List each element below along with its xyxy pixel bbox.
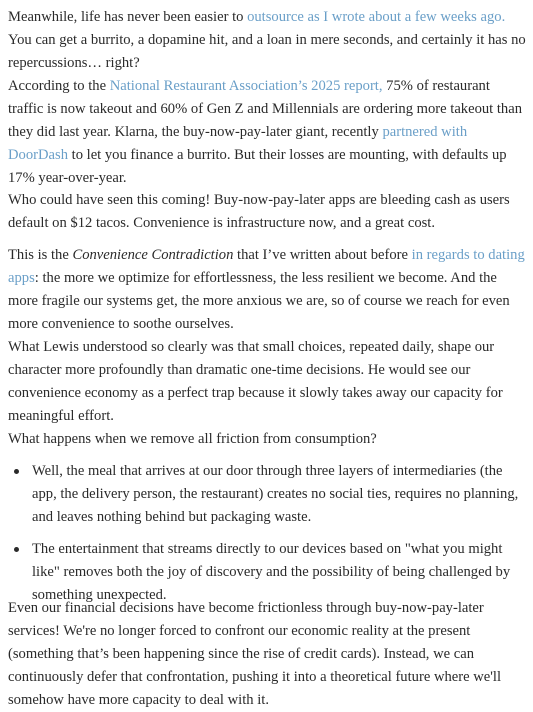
- paragraph-text: to let you finance a burrito. But their losses are mounting, with defaults up 17% year-over-year.: [8, 147, 507, 186]
- paragraph-text: that I’ve written about before: [233, 247, 412, 263]
- paragraph-text: Even our financial decisions have become frictionless through buy-now-pay-later services! We're no longer forced to confront our economic reality at the present (something that’s been happening since the rise of credit cards). Instead, we can continuously defer that confrontation, pushing it into a theoretical future where we'll somehow have more capacity to deal with it.: [8, 600, 501, 708]
- paragraph-lewis: [8, 336, 528, 428]
- link-outsource-article[interactable]: outsource as I wrote about a few weeks ago.: [247, 9, 506, 25]
- paragraph-convenience-contradiction: [8, 244, 528, 336]
- bullet-list: [8, 460, 528, 607]
- bullet-icon: [14, 547, 19, 552]
- paragraph-bnpl-losses: [8, 189, 528, 235]
- paragraph-text: What Lewis understood so clearly was that small choices, repeated daily, shape our character more profoundly than dramatic one-time decisions. He would see our convenience economy as a perfect trap because it slowly takes away our capacity for meaningful effort.: [8, 339, 503, 424]
- paragraph-text: You can get a burrito, a dopamine hit, and a loan in mere seconds, and certainly it has no repercussions… right?: [8, 32, 526, 71]
- paragraph-text: : the more we optimize for effortlessness, the less resilient we become. And the more fragile our systems get, the more anxious we are, so of course we reach for even more convenience to soothe ourselves.: [8, 270, 510, 332]
- paragraph-text: 75% of restaurant traffic is now takeout and 60% of Gen Z and Millennials are ordering more takeout than they did last year. Klarna, the buy-now-pay-later giant, recently: [8, 78, 523, 140]
- link-dating-apps[interactable]: in regards to dating apps: [8, 247, 525, 286]
- paragraph-text: This is the: [8, 247, 73, 263]
- paragraph-financial-decisions: [8, 597, 528, 712]
- link-klarna-doordash[interactable]: partnered with DoorDash: [8, 124, 468, 163]
- link-nra-report[interactable]: National Restaurant Association’s 2025 report,: [109, 78, 383, 94]
- paragraph-text: Who could have seen this coming! Buy-now-pay-later apps are bleeding cash as users default on $12 tacos. Convenience is infrastructure now, and a great cost.: [8, 192, 510, 231]
- paragraph-outsource: [8, 6, 528, 75]
- paragraph-text: What happens when we remove all friction from consumption?: [8, 431, 377, 447]
- emphasis-term: Convenience Contradiction: [72, 247, 234, 263]
- list-item-text: Well, the meal that arrives at our door through three layers of intermediaries (the app, the delivery person, the restaurant) creates no social ties, requires no planning, and leaves nothing behind but packaging waste.: [32, 463, 519, 525]
- paragraph-text: According to the: [8, 78, 110, 94]
- paragraph-text: Meanwhile, life has never been easier to: [8, 9, 248, 25]
- paragraph-restaurant-report: [8, 75, 528, 190]
- list-item: [8, 460, 528, 529]
- bullet-icon: [14, 469, 19, 474]
- paragraph-question: [8, 428, 528, 451]
- list-item-text: The entertainment that streams directly to our devices based on "what you might like" removes both the joy of discovery and the possibility of being challenged by something unexpected.: [32, 541, 511, 603]
